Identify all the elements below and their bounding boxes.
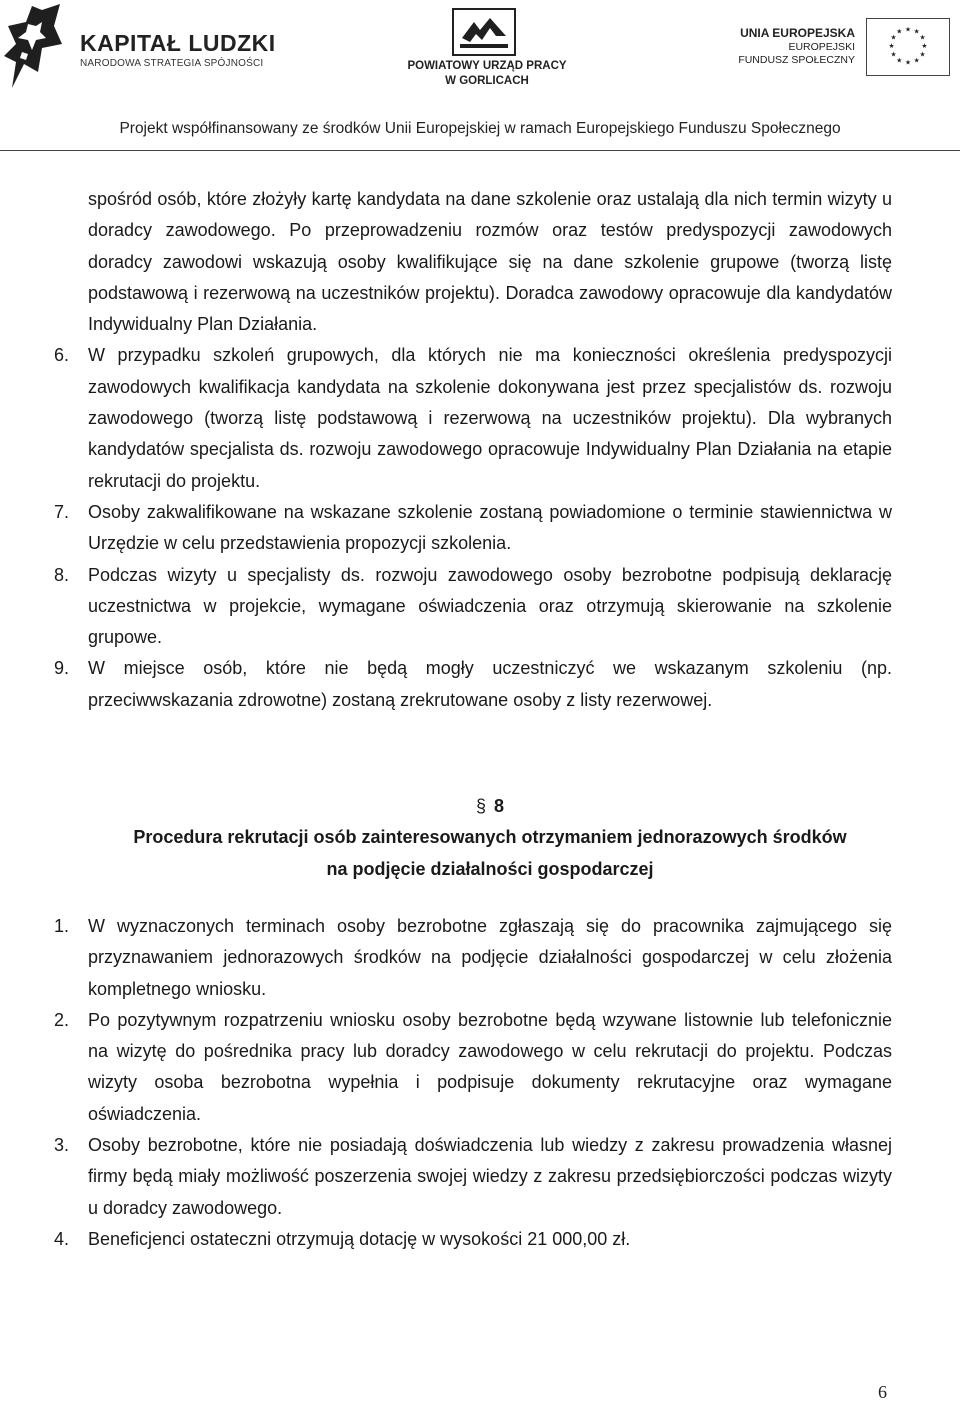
svg-text:★: ★	[913, 56, 920, 65]
list-item-text: Po pozytywnym rozpatrzeniu wniosku osoby bezrobotne będą wzywane listownie lub telefonicznie na wizytę do pośrednika pracy lub doradcy zawodowego w celu rekrutacji do projektu. Podczas wizyty osoba bezrobotna wypełnia i podpisuje dokumenty rekrutacyjne oraz wymagane oświadczenia.	[88, 1009, 892, 1124]
svg-text:★: ★	[896, 27, 903, 36]
list-item-number: 7.	[54, 501, 70, 522]
list-item-number: 2.	[54, 1009, 70, 1030]
list-item-number: 1.	[54, 915, 70, 936]
list-item-text: W wyznaczonych terminach osoby bezrobotne zgłaszają się do pracownika zajmującego się przyznawaniem jednorazowych środków na podjęcie działalności gospodarczej w celu złożenia kompletnego wniosku.	[88, 915, 892, 999]
section-title-line2: na podjęcie działalności gospodarczej	[326, 858, 654, 879]
section-symbol: §	[475, 796, 486, 817]
svg-text:★: ★	[921, 41, 928, 50]
list-item	[54, 1224, 892, 1255]
eu-flag-icon	[866, 18, 950, 76]
list-item	[54, 497, 892, 560]
ue-line1: UNIA EUROPEJSKA	[740, 26, 855, 40]
list-item-text: Beneficjenci ostateczni otrzymują dotację w wysokości 21 000,00 zł.	[88, 1228, 631, 1249]
list-item-text: Podczas wizyty u specjalisty ds. rozwoju zawodowego osoby bezrobotne podpisują deklarację uczestnictwa w projekcie, wymagane oświadczenia oraz otrzymują skierowanie na szkolenie grupowe.	[88, 564, 892, 648]
pup-logo	[392, 8, 582, 94]
list-item	[54, 653, 892, 716]
ue-logo	[735, 16, 960, 86]
svg-text:★: ★	[919, 33, 926, 42]
document-body	[54, 184, 892, 1255]
pup-mark-icon	[452, 8, 516, 56]
list-b	[54, 911, 892, 1255]
project-cofinancing-line: Projekt współfinansowany ze środków Unii Europejskiej w ramach Europejskiego Funduszu Społecznego	[119, 120, 841, 137]
header-divider	[0, 150, 960, 151]
svg-text:★: ★	[919, 50, 926, 59]
kapital-ludzki-logo	[0, 0, 280, 100]
list-item	[54, 340, 892, 496]
list-item-text: W miejsce osób, które nie będą mogły uczestniczyć we wskazanym szkoleniu (np. przeciwwskazania zdrowotne) zostaną zrekrutowane osoby z listy rezerwowej.	[88, 658, 892, 710]
pup-name-line1: POWIATOWY URZĄD PRACY	[407, 60, 567, 72]
page-number: 6	[878, 1382, 887, 1402]
list-item-text: Osoby bezrobotne, które nie posiadają doświadczenia lub wiedzy z zakresu prowadzenia własnej firmy będą miały możliwość poszerzenia swojej wiedzy z zakresu przedsiębiorczości podczas wizyty u doradcy zawodowego.	[88, 1135, 892, 1218]
svg-text:★: ★	[888, 41, 895, 50]
svg-text:★: ★	[896, 56, 903, 65]
list-item-number: 3.	[54, 1135, 70, 1156]
svg-text:★: ★	[890, 33, 897, 42]
kapital-ludzki-mark-icon	[2, 4, 64, 90]
page-header	[0, 0, 960, 150]
list-item-text: W przypadku szkoleń grupowych, dla których nie ma konieczności określenia predyspozycji zawodowych kwalifikacja kandydata na szkolenie dokonywana jest przez specjalistów ds. rozwoju zawodowego (tworzą listę podstawową i rezerwową na uczestników projektu). Dla wybranych kandydatów specjalista ds. rozwoju zawodowego opracowuje Indywidualny Plan Działania na etapie rekrutacji do projektu.	[88, 345, 892, 491]
section-number-value: 8	[494, 796, 505, 817]
list-item	[54, 1130, 892, 1224]
list-item-number: 9.	[54, 658, 70, 679]
svg-text:★: ★	[904, 25, 912, 34]
list-item-number: 8.	[54, 564, 70, 585]
list-item	[54, 1005, 892, 1130]
list-item	[54, 911, 892, 1005]
list-item-number: 4.	[54, 1228, 70, 1249]
kapital-ludzki-subtitle: NARODOWA STRATEGIA SPÓJNOŚCI	[80, 58, 264, 69]
ue-line2: EUROPEJSKI	[788, 41, 855, 53]
spacer	[54, 716, 892, 791]
list-a	[54, 340, 892, 716]
section-number	[54, 791, 892, 822]
svg-text:★: ★	[913, 27, 920, 36]
svg-text:★: ★	[890, 50, 897, 59]
spacer	[54, 885, 892, 911]
pup-name-line2: W GORLICACH	[445, 75, 529, 87]
kapital-ludzki-title: KAPITAŁ LUDZKI	[80, 30, 276, 56]
list-item	[54, 560, 892, 654]
intro-paragraph: spośród osób, które złożyły kartę kandydata na dane szkolenie oraz ustalają dla nich termin wizyty u doradcy zawodowego. Po przeprowadzeniu rozmów oraz testów predyspozycji zawodowych doradcy zawodowi wskazują osoby kwalifikujące się na dane szkolenie grupowe (tworzą listę podstawową i rezerwową na uczestników projektu). Doradca zawodowy opracowuje dla kandydatów Indywidualny Plan Działania.	[88, 189, 892, 335]
svg-text:★: ★	[904, 58, 912, 67]
section-title-line1: Procedura rekrutacji osób zainteresowanych otrzymaniem jednorazowych środków	[133, 827, 847, 848]
list-item-number: 6.	[54, 345, 70, 366]
ue-line3: FUNDUSZ SPOŁECZNY	[738, 54, 855, 66]
list-item-text: Osoby zakwalifikowane na wskazane szkolenie zostaną powiadomione o terminie stawiennictwa w Urzędzie w celu przedstawienia propozycji szkolenia.	[88, 501, 892, 554]
